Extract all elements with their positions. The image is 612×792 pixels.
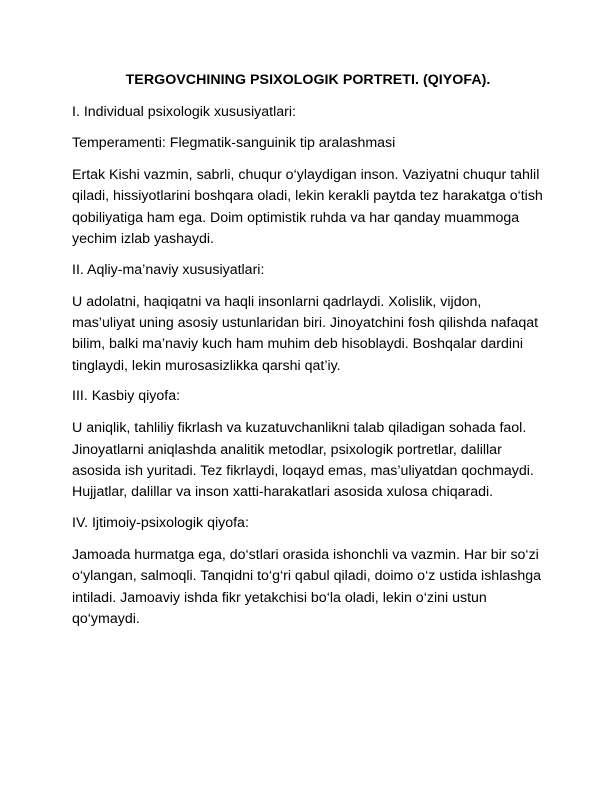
section-4-body: Jamoada hurmatga ega, do‘stlari orasida ishonchli va vazmin. Har bir so‘zi o‘ylangan, salmoqli. Tanqidni to‘g‘ri qabul qiladi, doimo o‘z ustida ishlashga intiladi. Jamoaviy ishda fikr yetakchisi bo‘la oladi, lekin o‘zini ustun qo‘ymaydi. <box>72 546 541 628</box>
section-1-body: Ertak Kishi vazmin, sabrli, chuqur o‘ylaydigan inson. Vaziyatni chuqur tahlil qiladi, hissiyotlarini boshqara oladi, lekin kerakli paytda tez harakatga o‘tish qobiliyatiga ham ega. Doim optimistik ruhda va har qanday muammoga yechim izlab yashaydi. <box>72 167 543 248</box>
section-3-body: U aniqlik, tahliliy fikrlash va kuzatuvchanlikni talab qiladigan sohada faol. Jinoyatlarni aniqlashda analitik metodlar, psixologik portretlar, dalillar asosida ish yuritadi. Tez fikrlaydi, loqayd emas, mas’uliyatdan qochmaydi. Hujjatlar, dalillar va inson xatti-harakatlari asosida xulosa chiqaradi. <box>72 420 534 501</box>
document-page <box>72 72 544 641</box>
section-2-heading: II. Aqliy-ma’naviy xususiyatlari: <box>72 261 265 278</box>
section-4-heading: IV. Ijtimoiy-psixologik qiyofa: <box>72 514 249 531</box>
section-2-body: U adolatni, haqiqatni va haqli insonlarni qadrlaydi. Xolislik, vijdon, mas’uliyat uning asosiy ustunlaridan biri. Jinoyatchini fosh qilishda nafaqat bilim, balki ma’naviy kuch ham muhim deb hisoblaydi. Boshqalar dardini tinglaydi, lekin murosasizlikka qarshi qat’iy. <box>72 293 539 374</box>
temperament-line: Temperamenti: Flegmatik-sanguinik tip aralashmasi <box>72 135 396 151</box>
section-1-heading: I. Individual psixologik xususiyatlari: <box>72 104 296 120</box>
document-title: TERGOVCHINING PSIXOLOGIK PORTRETI. (QIYOFA). <box>125 72 491 88</box>
section-3-heading: III. Kasbiy qiyofa: <box>72 388 181 405</box>
